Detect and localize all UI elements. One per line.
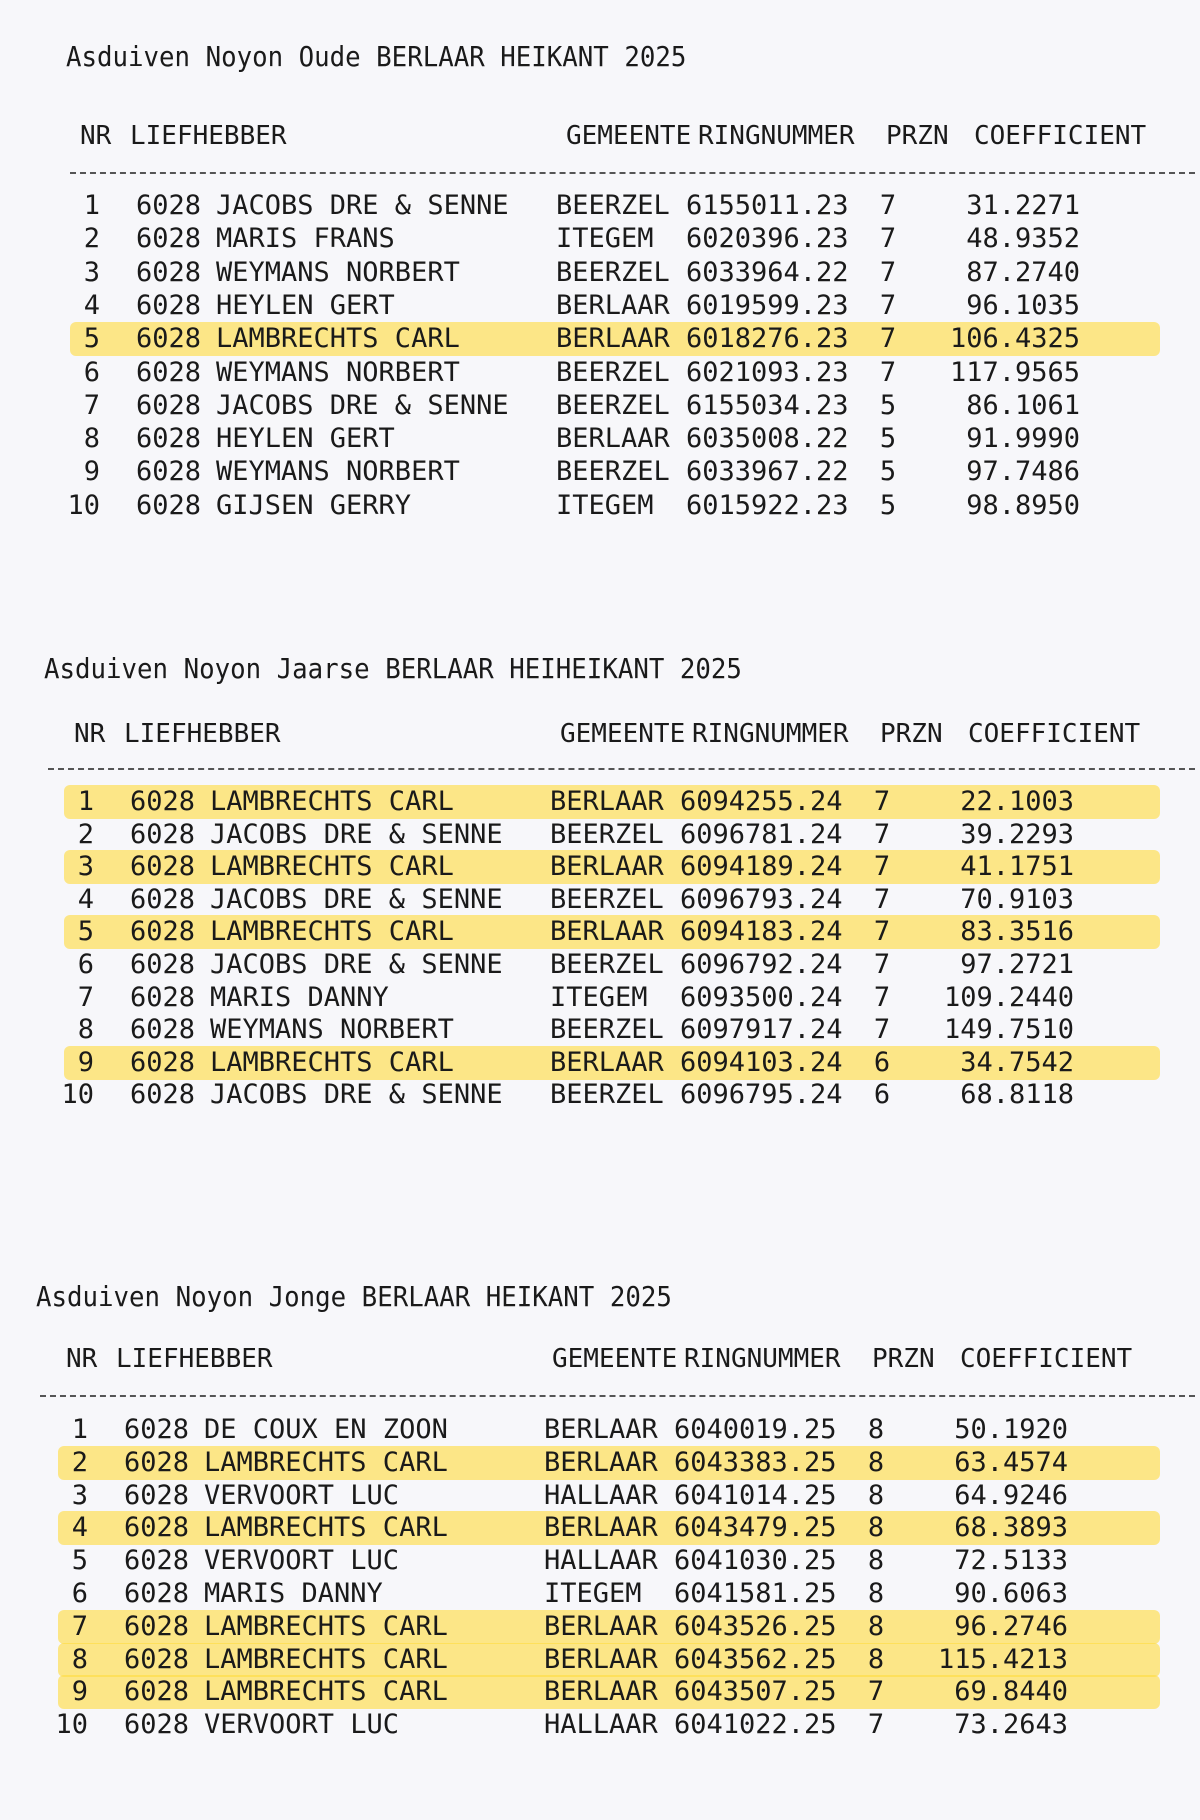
coefficient-cell: 68.8118 (960, 1079, 1074, 1111)
ringnummer-cell: 6096792.24 (680, 949, 843, 980)
club-code-cell: 6028 (124, 1446, 190, 1478)
ringnummer-cell: 6041014.25 (674, 1479, 837, 1511)
gemeente-cell: BEERZEL (556, 456, 670, 488)
gemeente-cell: BERLAAR (544, 1610, 658, 1642)
przn-cell: 7 (873, 949, 891, 980)
przn-cell: 8 (867, 1610, 885, 1642)
ringnummer-cell: 6097917.24 (680, 1014, 843, 1046)
club-code-cell: 6028 (130, 818, 196, 850)
liefhebber-cell: HEYLEN GERT (216, 289, 395, 321)
header-gemeente: GEMEENTE (552, 1344, 678, 1374)
coefficient-cell: 83.3516 (960, 916, 1074, 948)
table-row (58, 1578, 1158, 1610)
ringnummer-cell: 6043562.25 (674, 1643, 837, 1675)
rank-cell: 10 (67, 489, 100, 521)
table-row (67, 489, 1170, 522)
club-code-cell: 6028 (130, 786, 196, 817)
rank-cell: 5 (77, 916, 94, 948)
club-code-cell: 6028 (136, 323, 202, 355)
przn-cell: 6 (873, 1046, 891, 1078)
rank-cell: 1 (77, 786, 94, 817)
rank-cell: 2 (71, 1446, 88, 1478)
table-row (58, 1545, 1158, 1577)
rank-cell: 9 (83, 456, 100, 488)
table-row (70, 223, 1170, 255)
liefhebber-cell: VERVOORT LUC (204, 1479, 400, 1511)
header-przn: PRZN (872, 1344, 935, 1374)
rank-cell: 7 (83, 389, 100, 421)
header-liefhebber: LIEFHEBBER (116, 1344, 273, 1374)
rank-cell: 10 (55, 1709, 88, 1741)
przn-cell: 7 (867, 1709, 885, 1741)
coefficient-cell: 149.7510 (943, 1014, 1074, 1046)
ringnummer-cell: 6033964.22 (686, 256, 849, 288)
coefficient-cell: 90.6063 (954, 1578, 1068, 1609)
rank-cell: 8 (77, 1014, 94, 1046)
club-code-cell: 6028 (124, 1545, 190, 1577)
przn-cell: 7 (879, 289, 897, 321)
przn-cell: 8 (867, 1545, 885, 1577)
ringnummer-cell: 6096793.24 (680, 883, 843, 915)
ringnummer-cell: 6035008.22 (686, 423, 849, 455)
rank-cell: 4 (71, 1512, 88, 1544)
przn-cell: 7 (873, 1014, 891, 1046)
club-code-cell: 6028 (130, 1046, 196, 1078)
table-row (58, 1644, 1158, 1676)
rank-cell: 10 (61, 1079, 94, 1111)
header-liefhebber: LIEFHEBBER (130, 121, 287, 151)
przn-cell: 6 (873, 1079, 891, 1111)
liefhebber-cell: MARIS DANNY (210, 981, 389, 1013)
ringnummer-cell: 6155034.23 (686, 389, 849, 421)
coefficient-cell: 96.1035 (966, 289, 1080, 321)
coefficient-cell: 91.9990 (966, 423, 1080, 455)
club-code-cell: 6028 (124, 1578, 190, 1609)
gemeente-cell: BERLAAR (550, 1046, 664, 1078)
club-code-cell: 6028 (130, 883, 196, 915)
przn-cell: 5 (879, 489, 897, 521)
table-row (58, 1611, 1158, 1643)
liefhebber-cell: LAMBRECHTS CARL (204, 1643, 448, 1675)
przn-cell: 7 (873, 818, 891, 850)
header-gemeente: GEMEENTE (566, 121, 692, 151)
ringnummer-cell: 6094189.24 (680, 851, 843, 883)
rank-cell: 2 (83, 223, 100, 255)
club-code-cell: 6028 (124, 1512, 190, 1544)
club-code-cell: 6028 (130, 949, 196, 980)
header-divider (40, 1395, 1195, 1397)
liefhebber-cell: WEYMANS NORBERT (216, 356, 460, 388)
rank-cell: 1 (71, 1414, 88, 1445)
coefficient-cell: 98.8950 (966, 489, 1080, 521)
liefhebber-cell: WEYMANS NORBERT (210, 1014, 454, 1046)
ringnummer-cell: 6033967.22 (686, 456, 849, 488)
przn-cell: 5 (879, 423, 897, 455)
table-header (74, 718, 1174, 750)
rank-cell: 8 (71, 1643, 88, 1675)
table-row (64, 916, 1164, 948)
gemeente-cell: BERLAAR (544, 1676, 658, 1708)
coefficient-cell: 106.4325 (949, 323, 1080, 355)
gemeente-cell: ITEGEM (544, 1578, 642, 1609)
table-row (70, 290, 1170, 322)
ringnummer-cell: 6096781.24 (680, 818, 843, 850)
gemeente-cell: HALLAAR (544, 1709, 658, 1741)
liefhebber-cell: LAMBRECHTS CARL (210, 851, 454, 883)
club-code-cell: 6028 (124, 1709, 190, 1741)
ringnummer-cell: 6021093.23 (686, 356, 849, 388)
table-row (70, 423, 1170, 455)
przn-cell: 8 (867, 1479, 885, 1511)
club-code-cell: 6028 (130, 1014, 196, 1046)
header-nr: NR (66, 1344, 98, 1374)
table-row (64, 884, 1164, 916)
przn-cell: 5 (879, 456, 897, 488)
przn-cell: 7 (873, 981, 891, 1013)
header-coefficient: COEFFICIENT (974, 121, 1147, 151)
przn-cell: 7 (867, 1676, 885, 1708)
rank-cell: 9 (71, 1676, 88, 1708)
club-code-cell: 6028 (136, 223, 202, 255)
coefficient-cell: 117.9565 (949, 356, 1080, 388)
header-gemeente: GEMEENTE (560, 719, 686, 749)
table-row (64, 1014, 1164, 1046)
liefhebber-cell: LAMBRECHTS CARL (204, 1512, 448, 1544)
rank-cell: 9 (77, 1046, 94, 1078)
rank-cell: 7 (77, 981, 94, 1013)
coefficient-cell: 63.4574 (954, 1446, 1068, 1478)
table-row (61, 1079, 1164, 1111)
gemeente-cell: BERLAAR (556, 323, 670, 355)
club-code-cell: 6028 (136, 489, 202, 521)
liefhebber-cell: LAMBRECHTS CARL (210, 786, 454, 817)
rank-cell: 3 (71, 1479, 88, 1511)
table-row (64, 1047, 1164, 1079)
table-row (58, 1447, 1158, 1479)
header-przn: PRZN (880, 719, 943, 749)
ringnummer-cell: 6094183.24 (680, 916, 843, 948)
header-divider (48, 768, 1195, 770)
liefhebber-cell: VERVOORT LUC (204, 1545, 400, 1577)
table-row (58, 1676, 1158, 1708)
coefficient-cell: 70.9103 (960, 883, 1074, 915)
rank-cell: 6 (83, 356, 100, 388)
rank-cell: 4 (83, 289, 100, 321)
gemeente-cell: BEERZEL (550, 949, 664, 980)
gemeente-cell: BERLAAR (550, 916, 664, 948)
ringnummer-cell: 6020396.23 (686, 223, 849, 255)
section-title: Asduiven Noyon Jaarse BERLAAR HEIHEIKANT 2025 (44, 652, 742, 685)
coefficient-cell: 87.2740 (966, 256, 1080, 288)
header-coefficient: COEFFICIENT (960, 1344, 1133, 1374)
rank-cell: 4 (77, 883, 94, 915)
ringnummer-cell: 6094103.24 (680, 1046, 843, 1078)
ringnummer-cell: 6043479.25 (674, 1512, 837, 1544)
liefhebber-cell: DE COUX EN ZOON (204, 1414, 448, 1445)
table-row (55, 1709, 1158, 1741)
przn-cell: 7 (879, 256, 897, 288)
liefhebber-cell: JACOBS DRE & SENNE (216, 190, 509, 221)
przn-cell: 7 (879, 190, 897, 221)
coefficient-cell: 22.1003 (960, 786, 1074, 817)
liefhebber-cell: LAMBRECHTS CARL (210, 916, 454, 948)
rank-cell: 8 (83, 423, 100, 455)
przn-cell: 8 (867, 1414, 885, 1445)
gemeente-cell: BEERZEL (550, 883, 664, 915)
ringnummer-cell: 6096795.24 (680, 1079, 843, 1111)
liefhebber-cell: JACOBS DRE & SENNE (210, 818, 503, 850)
coefficient-cell: 96.2746 (954, 1610, 1068, 1642)
przn-cell: 8 (867, 1643, 885, 1675)
ringnummer-cell: 6041030.25 (674, 1545, 837, 1577)
table-row (58, 1414, 1158, 1446)
gemeente-cell: ITEGEM (550, 981, 648, 1013)
liefhebber-cell: GIJSEN GERRY (216, 489, 412, 521)
club-code-cell: 6028 (130, 1079, 196, 1111)
header-nr: NR (80, 121, 112, 151)
ringnummer-cell: 6093500.24 (680, 981, 843, 1013)
ringnummer-cell: 6043507.25 (674, 1676, 837, 1708)
club-code-cell: 6028 (136, 256, 202, 288)
table-row (64, 786, 1164, 818)
gemeente-cell: ITEGEM (556, 223, 654, 255)
przn-cell: 7 (879, 356, 897, 388)
gemeente-cell: BERLAAR (544, 1446, 658, 1478)
coefficient-cell: 50.1920 (954, 1414, 1068, 1445)
table-row (70, 390, 1170, 422)
liefhebber-cell: HEYLEN GERT (216, 423, 395, 455)
przn-cell: 8 (867, 1446, 885, 1478)
header-przn: PRZN (886, 121, 949, 151)
liefhebber-cell: JACOBS DRE & SENNE (216, 389, 509, 421)
coefficient-cell: 41.1751 (960, 851, 1074, 883)
table-row (64, 851, 1164, 883)
ringnummer-cell: 6155011.23 (686, 190, 849, 221)
table-row (64, 819, 1164, 851)
header-divider (70, 172, 1195, 174)
liefhebber-cell: MARIS DANNY (204, 1578, 383, 1609)
rank-cell: 3 (83, 256, 100, 288)
coefficient-cell: 109.2440 (943, 981, 1074, 1013)
ringnummer-cell: 6043383.25 (674, 1446, 837, 1478)
coefficient-cell: 97.2721 (960, 949, 1074, 980)
coefficient-cell: 64.9246 (954, 1479, 1068, 1511)
gemeente-cell: HALLAAR (544, 1479, 658, 1511)
gemeente-cell: BEERZEL (556, 190, 670, 221)
przn-cell: 7 (873, 883, 891, 915)
przn-cell: 7 (873, 916, 891, 948)
przn-cell: 7 (879, 223, 897, 255)
header-ringnummer: RINGNUMMER (692, 719, 849, 749)
rank-cell: 6 (71, 1578, 88, 1609)
ringnummer-cell: 6041022.25 (674, 1709, 837, 1741)
rank-cell: 6 (77, 949, 94, 980)
liefhebber-cell: LAMBRECHTS CARL (216, 323, 460, 355)
club-code-cell: 6028 (136, 456, 202, 488)
club-code-cell: 6028 (130, 851, 196, 883)
coefficient-cell: 68.3893 (954, 1512, 1068, 1544)
table-row (70, 456, 1170, 488)
coefficient-cell: 86.1061 (966, 389, 1080, 421)
liefhebber-cell: LAMBRECHTS CARL (204, 1610, 448, 1642)
gemeente-cell: BEERZEL (556, 356, 670, 388)
table-header (66, 1343, 1166, 1375)
club-code-cell: 6028 (130, 916, 196, 948)
gemeente-cell: BERLAAR (550, 851, 664, 883)
liefhebber-cell: VERVOORT LUC (204, 1709, 400, 1741)
gemeente-cell: BERLAAR (544, 1643, 658, 1675)
gemeente-cell: ITEGEM (556, 489, 654, 521)
club-code-cell: 6028 (124, 1610, 190, 1642)
header-coefficient: COEFFICIENT (968, 719, 1141, 749)
gemeente-cell: BEERZEL (550, 1014, 664, 1046)
rank-cell: 1 (83, 190, 100, 221)
liefhebber-cell: JACOBS DRE & SENNE (210, 883, 503, 915)
liefhebber-cell: JACOBS DRE & SENNE (210, 949, 503, 980)
table-row (70, 190, 1170, 222)
gemeente-cell: BEERZEL (556, 256, 670, 288)
table-row (64, 982, 1164, 1014)
przn-cell: 8 (867, 1512, 885, 1544)
table-row (70, 357, 1170, 389)
club-code-cell: 6028 (130, 981, 196, 1013)
coefficient-cell: 97.7486 (966, 456, 1080, 488)
przn-cell: 7 (873, 851, 891, 883)
gemeente-cell: HALLAAR (544, 1545, 658, 1577)
table-row (70, 323, 1170, 355)
ringnummer-cell: 6040019.25 (674, 1414, 837, 1445)
liefhebber-cell: LAMBRECHTS CARL (210, 1046, 454, 1078)
przn-cell: 8 (867, 1578, 885, 1609)
club-code-cell: 6028 (124, 1676, 190, 1708)
gemeente-cell: BERLAAR (544, 1512, 658, 1544)
liefhebber-cell: WEYMANS NORBERT (216, 256, 460, 288)
gemeente-cell: BEERZEL (550, 818, 664, 850)
club-code-cell: 6028 (136, 389, 202, 421)
ringnummer-cell: 6019599.23 (686, 289, 849, 321)
gemeente-cell: BERLAAR (550, 786, 664, 817)
table-row (58, 1512, 1158, 1544)
coefficient-cell: 69.8440 (954, 1676, 1068, 1708)
ringnummer-cell: 6015922.23 (686, 489, 849, 521)
ringnummer-cell: 6043526.25 (674, 1610, 837, 1642)
gemeente-cell: BEERZEL (550, 1079, 664, 1111)
rank-cell: 3 (77, 851, 94, 883)
club-code-cell: 6028 (124, 1414, 190, 1445)
coefficient-cell: 31.2271 (966, 190, 1080, 221)
club-code-cell: 6028 (136, 190, 202, 221)
table-row (64, 949, 1164, 981)
table-row (58, 1480, 1158, 1512)
gemeente-cell: BERLAAR (544, 1414, 658, 1445)
liefhebber-cell: MARIS FRANS (216, 223, 395, 255)
coefficient-cell: 73.2643 (954, 1709, 1068, 1741)
coefficient-cell: 48.9352 (966, 223, 1080, 255)
section-title: Asduiven Noyon Jonge BERLAAR HEIKANT 2025 (36, 1280, 672, 1313)
club-code-cell: 6028 (136, 289, 202, 321)
rank-cell: 5 (83, 323, 100, 355)
przn-cell: 7 (873, 786, 891, 817)
club-code-cell: 6028 (124, 1479, 190, 1511)
liefhebber-cell: JACOBS DRE & SENNE (210, 1079, 503, 1111)
ringnummer-cell: 6094255.24 (680, 786, 843, 817)
table-header (80, 120, 1180, 152)
header-liefhebber: LIEFHEBBER (124, 719, 281, 749)
club-code-cell: 6028 (136, 423, 202, 455)
rank-cell: 5 (71, 1545, 88, 1577)
gemeente-cell: BEERZEL (556, 389, 670, 421)
header-ringnummer: RINGNUMMER (698, 121, 855, 151)
header-nr: NR (74, 719, 106, 749)
ringnummer-cell: 6041581.25 (674, 1578, 837, 1609)
coefficient-cell: 72.5133 (954, 1545, 1068, 1577)
header-ringnummer: RINGNUMMER (684, 1344, 841, 1374)
table-row (70, 257, 1170, 289)
rank-cell: 7 (71, 1610, 88, 1642)
section-title: Asduiven Noyon Oude BERLAAR HEIKANT 2025 (66, 40, 687, 73)
club-code-cell: 6028 (124, 1643, 190, 1675)
gemeente-cell: BERLAAR (556, 423, 670, 455)
rank-cell: 2 (77, 818, 94, 850)
przn-cell: 5 (879, 389, 897, 421)
gemeente-cell: BERLAAR (556, 289, 670, 321)
coefficient-cell: 115.4213 (937, 1643, 1068, 1675)
liefhebber-cell: WEYMANS NORBERT (216, 456, 460, 488)
coefficient-cell: 39.2293 (960, 818, 1074, 850)
przn-cell: 7 (879, 323, 897, 355)
club-code-cell: 6028 (136, 356, 202, 388)
ringnummer-cell: 6018276.23 (686, 323, 849, 355)
liefhebber-cell: LAMBRECHTS CARL (204, 1676, 448, 1708)
liefhebber-cell: LAMBRECHTS CARL (204, 1446, 448, 1478)
coefficient-cell: 34.7542 (960, 1046, 1074, 1078)
